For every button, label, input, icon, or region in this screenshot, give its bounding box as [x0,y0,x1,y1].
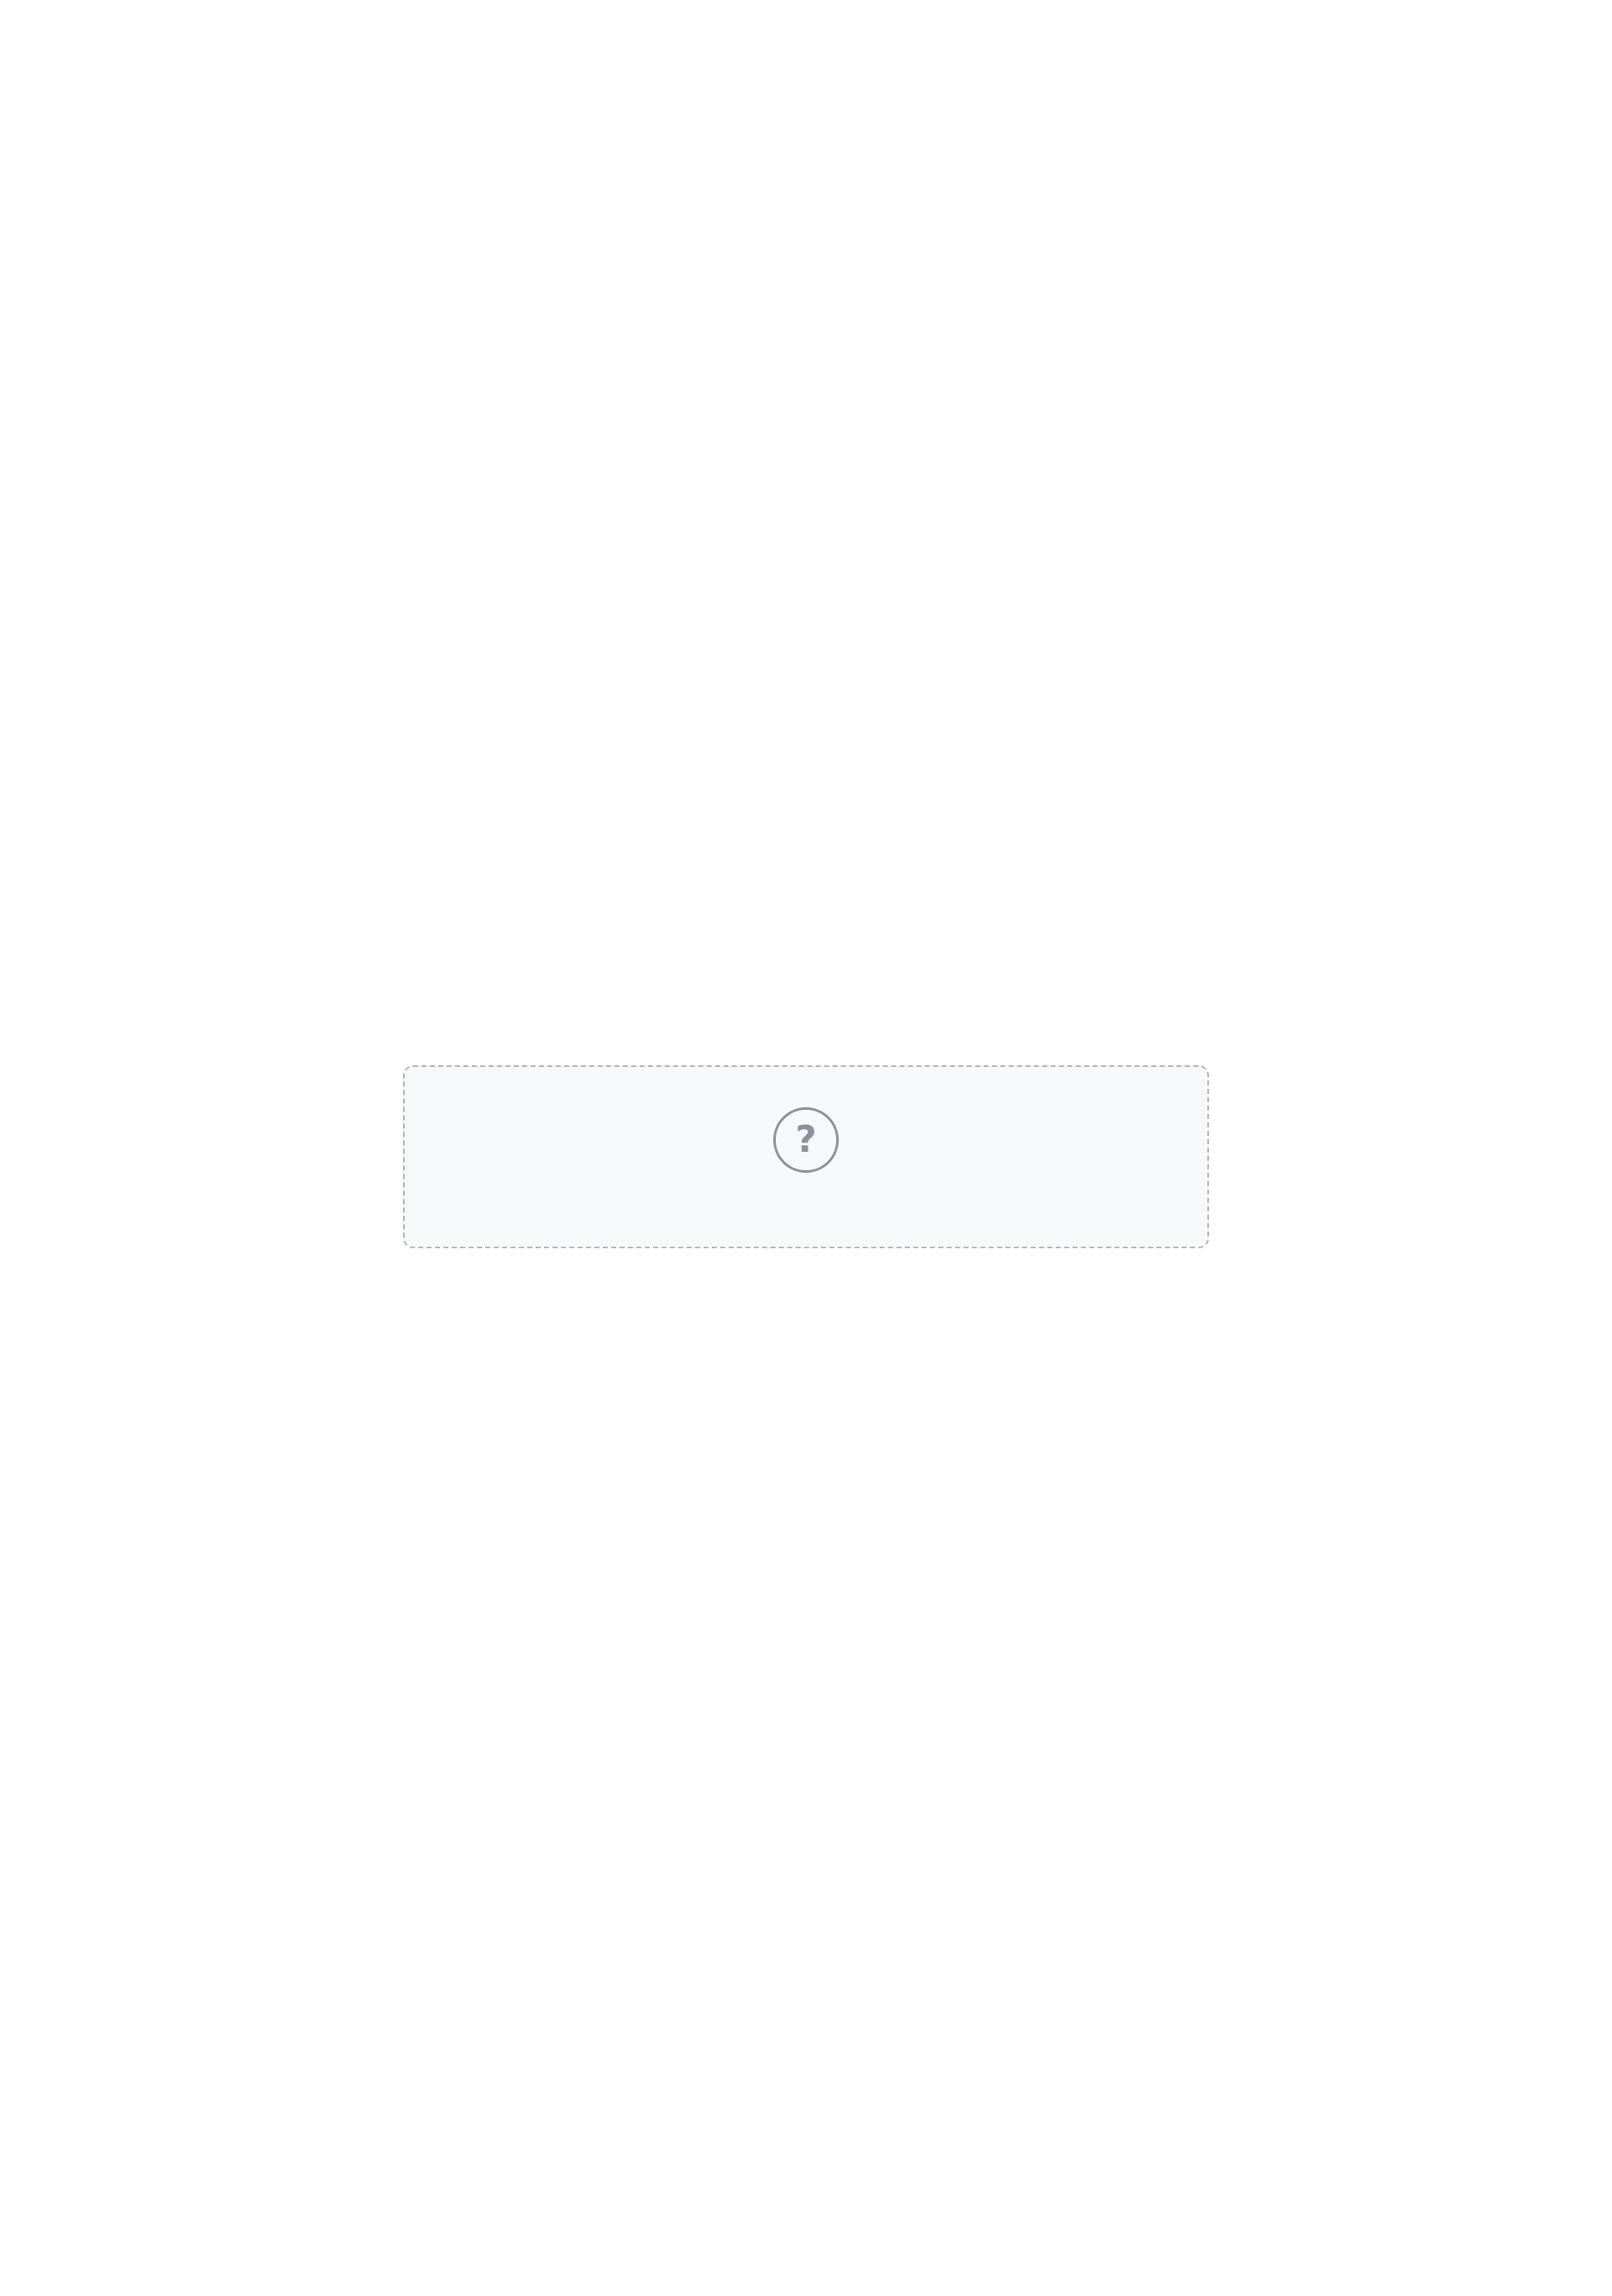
missing-screenshot-notice [403,1065,1209,1248]
page-root [0,18,1612,2296]
missing-image-icon: ? [773,1107,839,1173]
